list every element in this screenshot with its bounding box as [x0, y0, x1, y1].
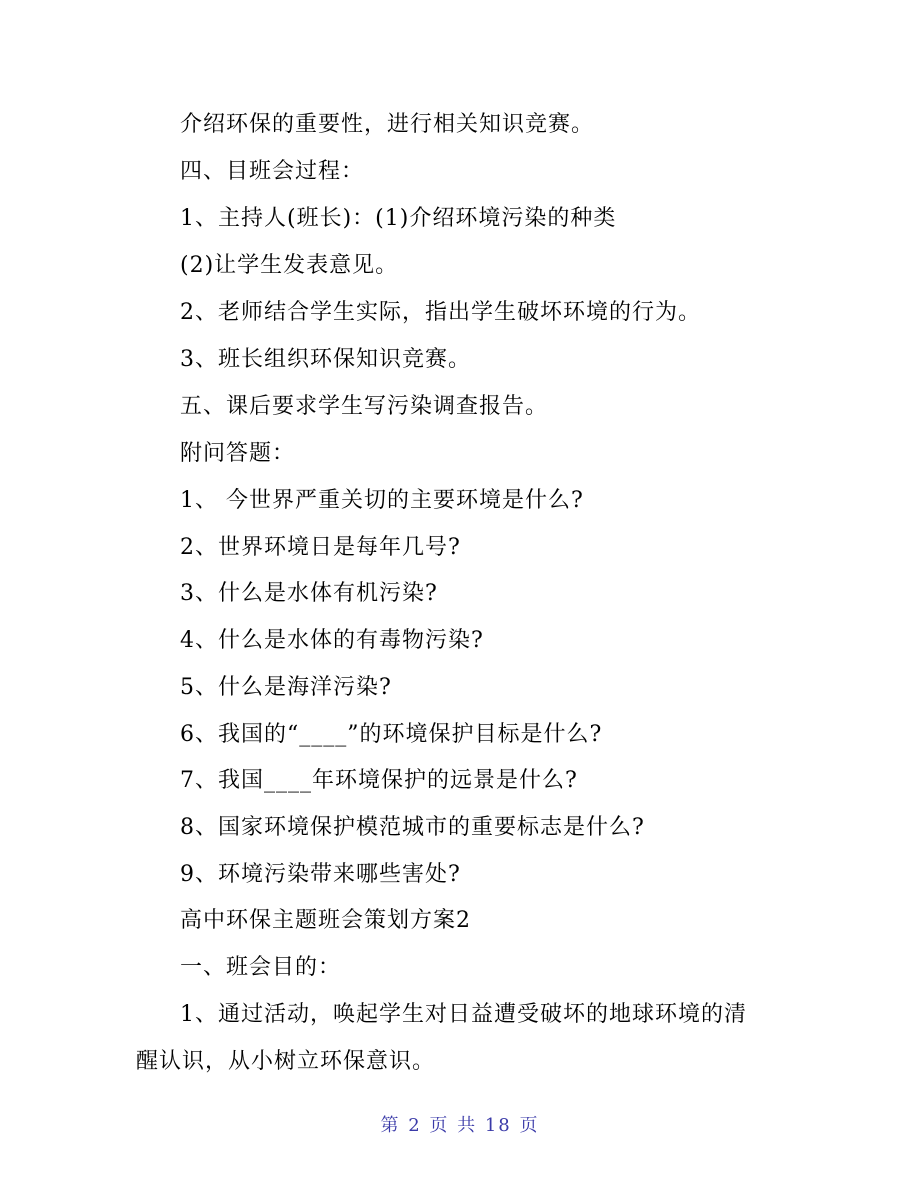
text-line: 2、老师结合学生实际，指出学生破坏环境的行为。 — [180, 300, 701, 325]
section-heading: 一、班会目的： — [180, 955, 342, 980]
text-line: 1、通过活动，唤起学生对日益遭受破坏的地球环境的清 — [180, 1002, 747, 1027]
question-item: 8、国家环境保护模范城市的重要标志是什么? — [180, 815, 645, 840]
question-item: 5、什么是海洋污染? — [180, 675, 392, 700]
text-line-continuation: 醒认识，从小树立环保意识。 — [136, 1049, 436, 1074]
question-item: 4、什么是水体的有毒物污染? — [180, 628, 484, 653]
section-heading: 附问答题： — [180, 441, 296, 466]
document-title: 高中环保主题班会策划方案2 — [180, 908, 471, 933]
page-number: 第 2 页 共 18 页 — [380, 1115, 540, 1136]
text-line: (2)让学生发表意见。 — [180, 253, 399, 278]
question-item: 2、世界环境日是每年几号? — [180, 535, 461, 560]
section-heading: 五、课后要求学生写污染调查报告。 — [180, 394, 549, 419]
text-line: 3、班长组织环保知识竞赛。 — [180, 347, 471, 372]
question-item: 1、 今世界严重关切的主要环境是什么? — [180, 488, 584, 513]
text-line: 介绍环保的重要性，进行相关知识竞赛。 — [180, 112, 595, 137]
section-heading: 四、目班会过程： — [180, 159, 365, 184]
question-item: 6、我国的“____”的环境保护目标是什么? — [180, 722, 603, 747]
question-item: 9、环境污染带来哪些害处? — [180, 862, 461, 887]
question-item: 3、什么是水体有机污染? — [180, 581, 438, 606]
text-line: 1、主持人(班长)：(1)介绍环境污染的种类 — [180, 206, 617, 231]
question-item: 7、我国____年环境保护的远景是什么? — [180, 768, 578, 793]
